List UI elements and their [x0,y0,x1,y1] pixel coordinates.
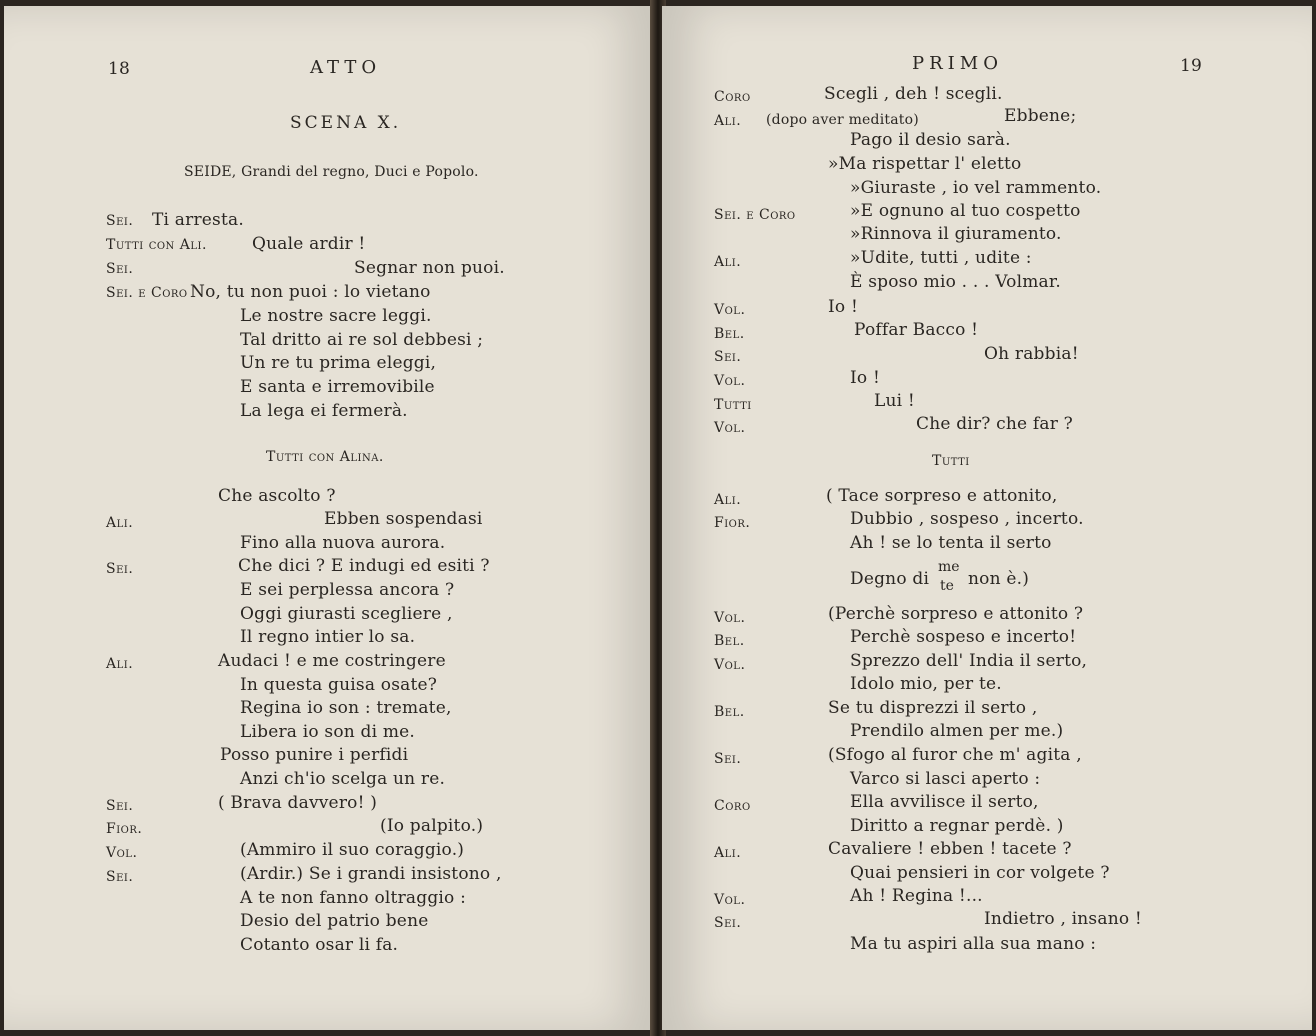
verse-line: Oggi giurasti scegliere , [240,604,453,624]
verse-line: »Giuraste , io vel rammento. [850,178,1102,198]
speaker: Fior. [714,515,751,531]
running-header: PRIMO [912,53,1003,74]
verse-line: Anzi ch'io scelga un re. [240,769,446,789]
speaker: Sei. e Coro [106,285,188,301]
verse-line: Lui ! [874,391,915,411]
verse-line: Cotanto osar li fa. [240,935,399,955]
speaker: Sei. [106,798,134,814]
verse-line: Quai pensieri in cor volgete ? [850,863,1110,883]
verse-line: »E ognuno al tuo cospetto [850,201,1081,221]
speaker: Bel. [714,633,745,649]
verse-line: Tal dritto ai re sol debbesi ; [240,330,484,350]
speaker: Sei. [106,869,134,885]
verse-line: Che dir? che far ? [916,414,1073,434]
verse-line: Idolo mio, per te. [850,674,1002,694]
verse-line: ( Tace sorpreso e attonito, [826,486,1058,506]
speaker: Vol. [714,302,746,318]
verse-line: Io ! [828,297,858,317]
verse-line: Un re tu prima eleggi, [240,353,437,373]
verse-line: A te non fanno oltraggio : [240,888,467,908]
alternate-word-lower: te [940,578,954,594]
verse-line: »Rinnova il giuramento. [850,224,1062,244]
speaker: Ali. [714,113,742,129]
speaker: Vol. [714,610,746,626]
speaker: Coro [714,798,751,814]
speaker: Sei. [714,349,742,365]
stage-direction: SEIDE, Grandi del regno, Duci e Popolo. [184,164,479,180]
verse-line: (Perchè sorpreso e attonito ? [828,604,1084,624]
speaker: Tutti [714,397,752,413]
speaker: Sei. [106,261,134,277]
speaker: Ali. [714,254,742,270]
verse-line-tail: non è.) [968,569,1030,589]
verse-line: (Io palpito.) [380,816,484,836]
verse-line: Dubbio , sospeso , incerto. [850,509,1084,529]
verse-line: No, tu non puoi : lo vietano [190,282,431,302]
verse-line: (Ammiro il suo coraggio.) [240,840,465,860]
speaker: Vol. [714,420,746,436]
verse-line: Pago il desio sarà. [850,130,1011,150]
speaker: Ali. [106,515,134,531]
speaker: Coro [714,89,751,105]
alternate-word-upper: me [938,559,960,575]
right-page [662,6,1312,1030]
chorus-heading: Tutti con Alina. [266,449,384,465]
verse-line: (Ardir.) Se i grandi insistono , [240,864,502,884]
verse-line: Segnar non puoi. [354,258,505,278]
verse-line: Ah ! Regina !... [850,886,983,906]
verse-line: Ebben sospendasi [324,509,483,529]
speaker: Sei. [106,213,134,229]
verse-line: Posso punire i perfidi [220,745,409,765]
page-number: 18 [108,59,131,79]
page-number: 19 [1180,56,1203,76]
verse-line: ( Brava davvero! ) [218,793,378,813]
scene-title: SCENA X. [290,113,402,133]
speaker: Bel. [714,704,745,720]
verse-line: Che dici ? E indugi ed esiti ? [238,556,490,576]
speaker: Ali. [714,845,742,861]
verse-line: Diritto a regnar perdè. ) [850,816,1064,836]
verse-line: In questa guisa osate? [240,675,438,695]
speaker: Vol. [714,657,746,673]
verse-line: E sei perplessa ancora ? [240,580,455,600]
speaker: Sei. e Coro [714,207,796,223]
verse-line: Ah ! se lo tenta il serto [850,533,1052,553]
verse-line: »Udite, tutti , udite : [850,248,1032,268]
left-page [4,6,654,1030]
speaker: Tutti con Ali. [106,237,207,253]
verse-line: Perchè sospeso e incerto! [850,627,1077,647]
speaker: Vol. [714,892,746,908]
verse-line: Desio del patrio bene [240,911,429,931]
speaker: Vol. [106,845,138,861]
verse-line: La lega ei fermerà. [240,401,408,421]
verse-line: »Ma rispettar l' eletto [828,154,1022,174]
verse-line: Prendilo almen per me.) [850,721,1064,741]
verse-line: Che ascolto ? [218,486,336,506]
verse-line: E santa e irremovibile [240,377,435,397]
verse-line: (Sfogo al furor che m' agita , [828,745,1082,765]
chorus-heading: Tutti [932,453,970,469]
verse-line: Varco si lasci aperto : [850,769,1041,789]
verse-line: Le nostre sacre leggi. [240,306,432,326]
verse-line: Poffar Bacco ! [854,320,979,340]
speaker: Sei. [106,561,134,577]
verse-line: Audaci ! e me costringere [218,651,446,671]
verse-line: Cavaliere ! ebben ! tacete ? [828,839,1072,859]
verse-line: Oh rabbia! [984,344,1079,364]
verse-line: Degno di [850,569,930,589]
speaker: Fior. [106,821,143,837]
speaker: Ali. [106,656,134,672]
verse-line: Scegli , deh ! scegli. [824,84,1003,104]
speaker: Vol. [714,373,746,389]
speaker: Bel. [714,326,745,342]
verse-line: Quale ardir ! [252,234,366,254]
verse-line: Io ! [850,368,880,388]
verse-line: Ella avvilisce il serto, [850,792,1039,812]
speaker: Sei. [714,915,742,931]
verse-line: Ebbene; [1004,106,1077,126]
verse-line: Ti arresta. [152,210,244,230]
running-header: ATTO [310,57,382,78]
verse-line: Sprezzo dell' India il serto, [850,651,1088,671]
verse-line: Indietro , insano ! [984,909,1142,929]
verse-line: Ma tu aspiri alla sua mano : [850,934,1097,954]
stage-direction: (dopo aver meditato) [766,112,919,128]
verse-line: È sposo mio . . . Volmar. [850,272,1061,292]
verse-line: Fino alla nuova aurora. [240,533,446,553]
verse-line: Se tu disprezzi il serto , [828,698,1038,718]
verse-line: Il regno intier lo sa. [240,627,416,647]
verse-line: Libera io son di me. [240,722,416,742]
speaker: Sei. [714,751,742,767]
verse-line: Regina io son : tremate, [240,698,452,718]
speaker: Ali. [714,492,742,508]
